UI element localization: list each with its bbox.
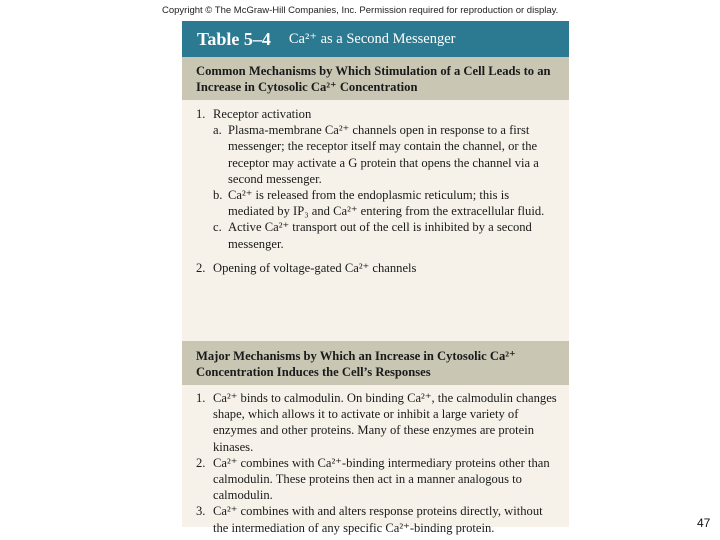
section-1-body bbox=[182, 100, 569, 335]
section-2-body bbox=[182, 385, 569, 536]
list-item bbox=[196, 260, 557, 276]
sub-item bbox=[213, 219, 557, 251]
page-number: 47 bbox=[697, 516, 711, 530]
item-text: Ca²⁺ combines with Ca²⁺-binding intermediary proteins other than calmodulin. These proteins then act in a manner analogous to calmodulin. bbox=[213, 455, 550, 503]
item-text: Ca²⁺ binds to calmodulin. On binding Ca²⁺, the calmodulin changes shape, which allows it to activate or inhibit a large variety of enzymes and other proteins. Many of these enzymes are protein kinases. bbox=[213, 391, 557, 454]
list-item bbox=[196, 390, 557, 455]
sub-item-text: Active Ca²⁺ transport out of the cell is inhibited by a second messenger. bbox=[228, 220, 532, 251]
list-item bbox=[196, 503, 557, 535]
table-5-4 bbox=[182, 21, 569, 535]
list-item bbox=[196, 106, 557, 122]
section-1-heading: Common Mechanisms by Which Stimulation of a Cell Leads to an Increase in Cytosolic Ca²⁺ Concentration bbox=[182, 57, 569, 100]
table-title-bar bbox=[182, 21, 569, 57]
sub-item-letter: c. bbox=[213, 220, 222, 235]
item-text: Opening of voltage-gated Ca²⁺ channels bbox=[213, 260, 417, 275]
table-number: Table 5–4 bbox=[197, 28, 271, 49]
list-item bbox=[196, 455, 557, 504]
item-number: 2. bbox=[196, 455, 206, 470]
table-title: Ca²⁺ as a Second Messenger bbox=[288, 30, 456, 47]
item-text: Ca²⁺ combines with and alters response proteins directly, without the intermediation of any specific Ca²⁺-binding protein. bbox=[213, 504, 543, 535]
sub-item-letter: b. bbox=[213, 188, 223, 203]
copyright-notice: Copyright © The McGraw-Hill Companies, Inc. Permission required for reproduction or display. bbox=[162, 5, 559, 16]
section-2-heading: Major Mechanisms by Which an Increase in Cytosolic Ca²⁺ Concentration Induces the Cell’s Responses bbox=[182, 341, 569, 385]
sub-item bbox=[213, 122, 557, 187]
sub-item-text: Ca²⁺ is released from the endoplasmic reticulum; this is mediated by IP₃ and Ca²⁺ entering from the extracellular fluid. bbox=[228, 188, 545, 219]
item-number: 1. bbox=[196, 391, 206, 405]
sub-item-letter: a. bbox=[213, 123, 222, 138]
item-number: 1. bbox=[196, 107, 206, 121]
sub-item-text: Plasma-membrane Ca²⁺ channels open in response to a first messenger; the receptor itself may contain the channel, or the receptor may activate a G protein that opens the channel via a second messenger. bbox=[228, 123, 539, 186]
item-text: Receptor activation bbox=[213, 107, 312, 121]
item-number: 3. bbox=[196, 504, 206, 519]
sub-item bbox=[213, 187, 557, 219]
item-number: 2. bbox=[196, 260, 206, 275]
